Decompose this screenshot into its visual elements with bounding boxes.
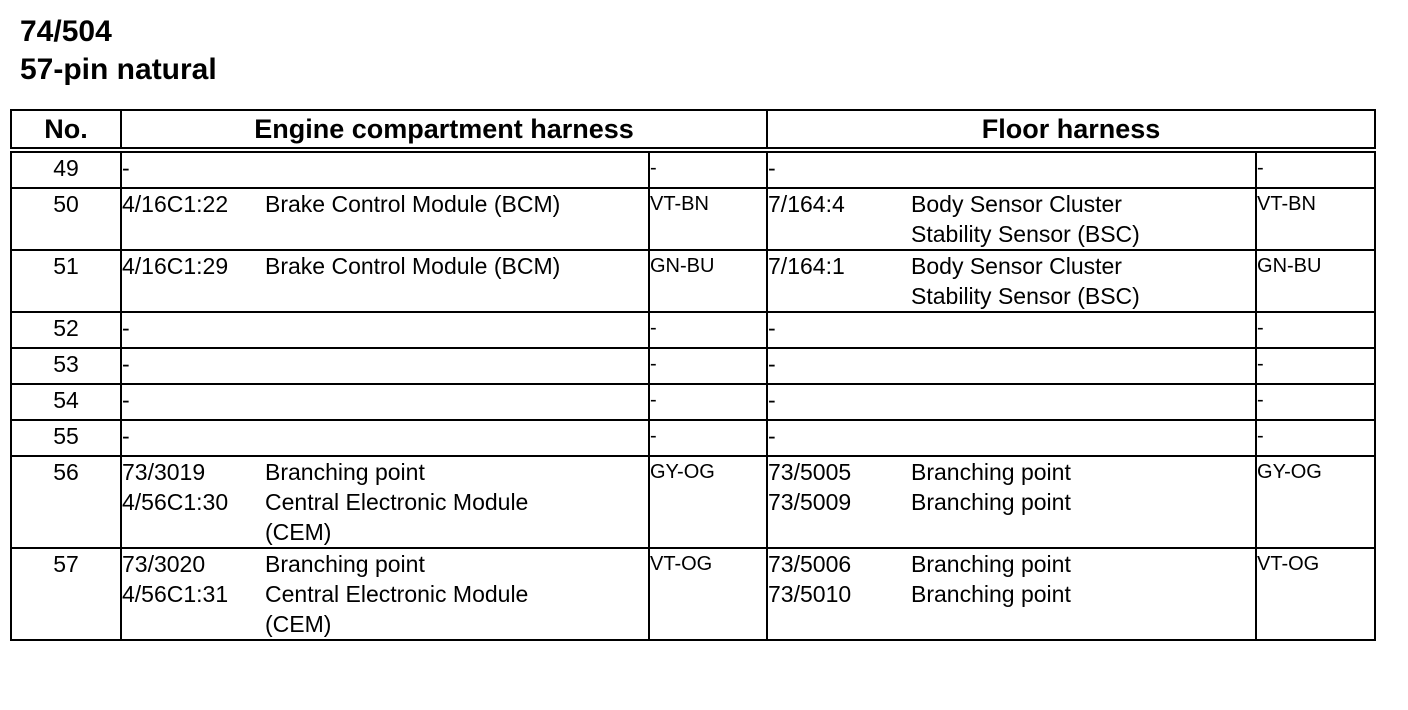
floor-component: Stability Sensor (BSC) (911, 283, 1140, 309)
engine-connection-line (122, 549, 648, 579)
engine-wire-color: GY-OG (649, 456, 767, 548)
engine-pin: - (122, 155, 130, 181)
floor-connection-line (768, 385, 1255, 415)
floor-pin (768, 281, 911, 311)
floor-wire-color: VT-BN (1256, 188, 1375, 250)
engine-connection-line (122, 251, 648, 281)
engine-connection-line (122, 189, 648, 219)
table-row (11, 188, 1375, 250)
engine-component: Brake Control Module (BCM) (265, 191, 561, 217)
floor-pin: - (768, 351, 776, 377)
floor-connection-line (768, 281, 1255, 311)
floor-connection-line (768, 219, 1255, 249)
engine-connection-line (122, 609, 648, 639)
pin-number: 49 (11, 150, 121, 188)
table-body (11, 150, 1375, 640)
floor-wire-color: - (1256, 312, 1375, 348)
engine-component: Central Electronic Module (265, 489, 529, 515)
column-header-floor-harness: Floor harness (767, 110, 1375, 150)
floor-connection-cell (767, 420, 1256, 456)
floor-component: Branching point (911, 581, 1071, 607)
column-header-engine-harness: Engine compartment harness (121, 110, 767, 150)
engine-connection-line (122, 385, 648, 415)
floor-component: Branching point (911, 551, 1071, 577)
engine-connection-cell (121, 188, 649, 250)
floor-connection-cell (767, 348, 1256, 384)
engine-connection-line (122, 517, 648, 547)
pin-number: 53 (11, 348, 121, 384)
engine-connection-line (122, 457, 648, 487)
engine-pin: - (122, 351, 130, 377)
engine-component (265, 421, 648, 451)
floor-pin: 73/5009 (768, 489, 852, 515)
engine-connection-cell (121, 312, 649, 348)
table-row (11, 150, 1375, 188)
connector-id: 74/504 (20, 15, 112, 48)
engine-component (265, 349, 648, 379)
engine-wire-color: - (649, 150, 767, 188)
floor-connection-cell (767, 188, 1256, 250)
floor-component (911, 385, 1255, 415)
pin-number: 50 (11, 188, 121, 250)
engine-wire-color: VT-BN (649, 188, 767, 250)
connector-description: 57-pin natural (20, 53, 217, 86)
pin-number: 54 (11, 384, 121, 420)
engine-pin: 4/56C1:31 (122, 581, 229, 607)
table-row (11, 312, 1375, 348)
floor-pin: 7/164:1 (768, 253, 845, 279)
floor-pin: 73/5006 (768, 551, 852, 577)
floor-wire-color: - (1256, 348, 1375, 384)
floor-component: Branching point (911, 459, 1071, 485)
floor-connection-line (768, 349, 1255, 379)
engine-connection-cell (121, 348, 649, 384)
engine-connection-line (122, 349, 648, 379)
engine-pin: 4/16C1:29 (122, 253, 229, 279)
floor-connection-line (768, 457, 1255, 487)
pinout-table (10, 109, 1376, 641)
floor-connection-line (768, 189, 1255, 219)
engine-connection-line (122, 421, 648, 451)
floor-connection-line (768, 487, 1255, 517)
engine-component: (CEM) (265, 519, 332, 545)
engine-component: Branching point (265, 551, 425, 577)
column-header-no: No. (11, 110, 121, 150)
engine-component (265, 313, 648, 343)
floor-component: Body Sensor Cluster (911, 253, 1122, 279)
engine-connection-line (122, 579, 648, 609)
engine-component: Brake Control Module (BCM) (265, 253, 561, 279)
floor-pin: 73/5010 (768, 581, 852, 607)
floor-component (911, 153, 1255, 183)
engine-connection-cell (121, 456, 649, 548)
floor-connection-line (768, 579, 1255, 609)
table-row (11, 384, 1375, 420)
engine-connection-line (122, 487, 648, 517)
engine-connection-cell (121, 384, 649, 420)
engine-pin (122, 609, 265, 639)
floor-connection-cell (767, 384, 1256, 420)
engine-wire-color: VT-OG (649, 548, 767, 640)
floor-pin: - (768, 387, 776, 413)
engine-pin: 73/3020 (122, 551, 206, 577)
table-header-row (11, 110, 1375, 150)
floor-pin (768, 219, 911, 249)
engine-component (265, 385, 648, 415)
floor-connection-line (768, 421, 1255, 451)
engine-pin: - (122, 315, 130, 341)
engine-connection-line (122, 153, 648, 183)
floor-connection-line (768, 153, 1255, 183)
engine-pin: - (122, 387, 130, 413)
floor-connection-cell (767, 250, 1256, 312)
table-row (11, 548, 1375, 640)
floor-connection-cell (767, 150, 1256, 188)
floor-connection-line (768, 313, 1255, 343)
floor-pin: 7/164:4 (768, 191, 845, 217)
floor-component: Branching point (911, 489, 1071, 515)
engine-wire-color: - (649, 384, 767, 420)
engine-wire-color: - (649, 312, 767, 348)
engine-pin (122, 517, 265, 547)
pin-number: 55 (11, 420, 121, 456)
floor-wire-color: - (1256, 420, 1375, 456)
floor-connection-cell (767, 312, 1256, 348)
engine-component: Branching point (265, 459, 425, 485)
floor-component (911, 421, 1255, 451)
floor-wire-color: VT-OG (1256, 548, 1375, 640)
floor-wire-color: GY-OG (1256, 456, 1375, 548)
engine-component (265, 153, 648, 183)
engine-pin: 4/56C1:30 (122, 489, 229, 515)
engine-wire-color: - (649, 348, 767, 384)
floor-component (911, 349, 1255, 379)
pin-number: 56 (11, 456, 121, 548)
floor-pin: - (768, 423, 776, 449)
engine-connection-line (122, 313, 648, 343)
engine-pin: 73/3019 (122, 459, 206, 485)
floor-pin: - (768, 155, 776, 181)
engine-connection-cell (121, 250, 649, 312)
floor-connection-cell (767, 456, 1256, 548)
floor-component: Stability Sensor (BSC) (911, 221, 1140, 247)
floor-component (911, 313, 1255, 343)
pin-number: 52 (11, 312, 121, 348)
floor-wire-color: - (1256, 384, 1375, 420)
pin-number: 51 (11, 250, 121, 312)
table-row (11, 420, 1375, 456)
floor-connection-cell (767, 548, 1256, 640)
floor-pin: - (768, 315, 776, 341)
table-row (11, 456, 1375, 548)
engine-component: Central Electronic Module (265, 581, 529, 607)
table-row (11, 348, 1375, 384)
engine-pin: - (122, 423, 130, 449)
floor-connection-line (768, 251, 1255, 281)
engine-component: (CEM) (265, 611, 332, 637)
engine-wire-color: GN-BU (649, 250, 767, 312)
engine-pin: 4/16C1:22 (122, 191, 229, 217)
pin-number: 57 (11, 548, 121, 640)
engine-connection-cell (121, 420, 649, 456)
floor-connection-line (768, 549, 1255, 579)
engine-connection-cell (121, 548, 649, 640)
table-row (11, 250, 1375, 312)
floor-component: Body Sensor Cluster (911, 191, 1122, 217)
floor-pin: 73/5005 (768, 459, 852, 485)
engine-connection-cell (121, 150, 649, 188)
engine-wire-color: - (649, 420, 767, 456)
floor-wire-color: - (1256, 150, 1375, 188)
floor-wire-color: GN-BU (1256, 250, 1375, 312)
